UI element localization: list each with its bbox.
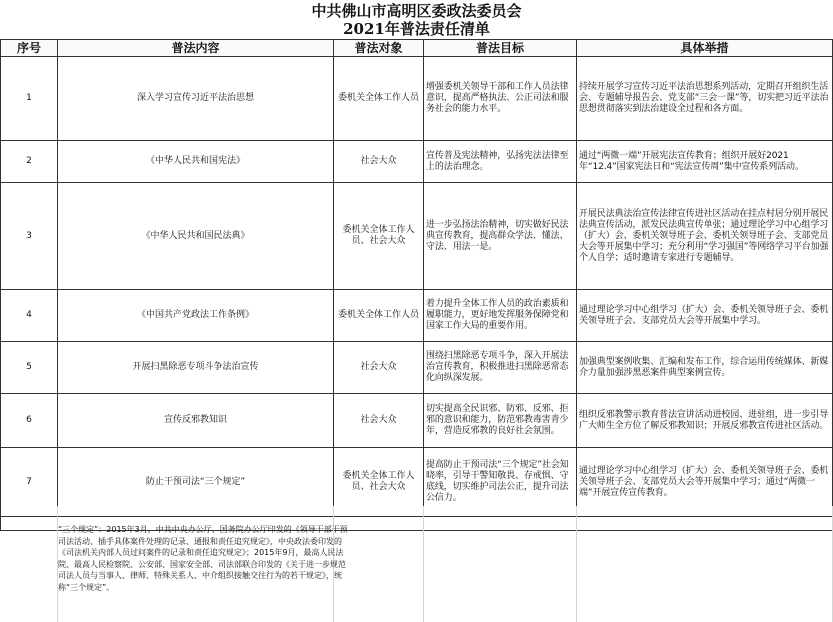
row-goal: 围绕扫黑除恶专项斗争，深入开展法治宣传教育，积极推进扫黑除恶常态化向纵深发展。 <box>424 342 577 394</box>
row-num: 4 <box>1 290 58 342</box>
row-target: 委机关全体工作人员、社会大众 <box>334 183 424 290</box>
row-num: 2 <box>1 141 58 183</box>
row-target: 委机关全体工作人员 <box>334 290 424 342</box>
row-num: 7 <box>1 448 58 517</box>
row-goal: 增强委机关领导干部和工作人员法律意识，提高严格执法、公正司法和服务社会的能力水平。 <box>424 57 577 141</box>
header-num: 序号 <box>1 40 58 57</box>
row-content: 深入学习宣传习近平法治思想 <box>58 57 334 141</box>
row-measures: 加强典型案例收集、汇编和发布工作，综合运用传统媒体、新媒介力量加强涉黑恶案件典型案例宣传。 <box>577 342 833 394</box>
row-content: 《中华人民共和国宪法》 <box>58 141 334 183</box>
row-target: 社会大众 <box>334 394 424 448</box>
row-num: 3 <box>1 183 58 290</box>
row-measures: 通过理论学习中心组学习（扩大）会、委机关领导班子会、委机关领导班子会、支部党员大会等开展集中学习。 <box>577 290 833 342</box>
row-measures: 开展民法典法治宣传法律宣传进社区活动在挂点村居分别开展民法典宣传活动，派发民法典宣传单张；通过理论学习中心组学习（扩大）会、委机关领导班子会、委机关领导班子会、支部党员大会等开展集中学习；充分利用“学习强国”等网络学习平台加强个人自学；适时邀请专家进行专题辅导。 <box>577 183 833 290</box>
row-goal: 切实提高全民识邪、防邪、反邪、拒邪的意识和能力，防范邪教毒害青少年，营造反邪教的良好社会氛围。 <box>424 394 577 448</box>
row-target: 委机关全体工作人员、社会大众 <box>334 448 424 517</box>
row-num: 1 <box>1 57 58 141</box>
table-row <box>1 394 833 448</box>
table-row <box>1 141 833 183</box>
responsibility-table <box>0 39 833 531</box>
table-row <box>1 342 833 394</box>
table-row <box>1 290 833 342</box>
header-target: 普法对象 <box>334 40 424 57</box>
row-content: 《中华人民共和国民法典》 <box>58 183 334 290</box>
row-goal: 着力提升全体工作人员的政治素质和履职能力，更好地发挥服务保障党和国家工作大局的重要作用。 <box>424 290 577 342</box>
row-num: 6 <box>1 394 58 448</box>
footnote: “三个规定”：2015年3月，中共中央办公厅、国务院办公厅印发的《领导干部干预司法活动、插手具体案件处理的记录、通报和责任追究规定》，中央政法委印发的《司法机关内部人员过问案件的记录和责任追究规定》；2015年9月，最高人民法院、最高人民检察院、公安部、国家安全部、司法部联合印发的《关于进一步规范司法人员与当事人、律师、特殊关系人、中介组织接触交往行为的若干规定》，统称“三个规定”。 <box>58 525 348 592</box>
header-content: 普法内容 <box>58 40 334 57</box>
row-goal: 宣传普及宪法精神，弘扬宪法法律至上的法治理念。 <box>424 141 577 183</box>
row-content: 宣传反邪教知识 <box>58 394 334 448</box>
row-target: 委机关全体工作人员 <box>334 57 424 141</box>
row-content: 开展扫黑除恶专项斗争法治宣传 <box>58 342 334 394</box>
document-title: 中共佛山市高明区委政法委员会 <box>311 2 522 20</box>
row-target: 社会大众 <box>334 141 424 183</box>
row-content: 防止干预司法“三个规定” <box>58 448 334 517</box>
header-measures: 具体举措 <box>577 40 833 57</box>
row-num: 5 <box>1 342 58 394</box>
table-header-row <box>1 40 833 57</box>
row-content: 《中国共产党政法工作条例》 <box>58 290 334 342</box>
document-subtitle: 2021年普法责任清单 <box>343 20 490 38</box>
row-target: 社会大众 <box>334 342 424 394</box>
table-row <box>1 57 833 141</box>
header-goal: 普法目标 <box>424 40 577 57</box>
table-row <box>1 183 833 290</box>
row-goal: 进一步弘扬法治精神，切实做好民法典宣传教育，提高群众学法、懂法、守法、用法一是。 <box>424 183 577 290</box>
row-measures: 通过“两微一端”开展宪法宣传教育；组织开展好2021年“12.4”国家宪法日和“宪法宣传周”集中宣传系列活动。 <box>577 141 833 183</box>
row-measures: 组织反邪教警示教育普法宣讲活动进校园、进驻组，进一步引导广大师生全方位了解反邪教知识；开展反邪教宣传进社区活动。 <box>577 394 833 448</box>
row-measures: 持续开展学习宣传习近平法治思想系列活动，定期召开组织生活会、专题辅导报告会、党支部“三会一课”等，切实把习近平法治思想贯彻落实到法治建设全过程和各方面。 <box>577 57 833 141</box>
row-measures: 通过理论学习中心组学习（扩大）会、委机关领导班子会、委机关领导班子会、支部党员大会等开展集中学习；通过“两微一端”开展宣传宣传教育。 <box>577 448 833 517</box>
row-goal: 提高防止干预司法“三个规定”社会知晓率，引导干警知敬畏、存戒惧、守底线，切实维护司法公正，提升司法公信力。 <box>424 448 577 517</box>
